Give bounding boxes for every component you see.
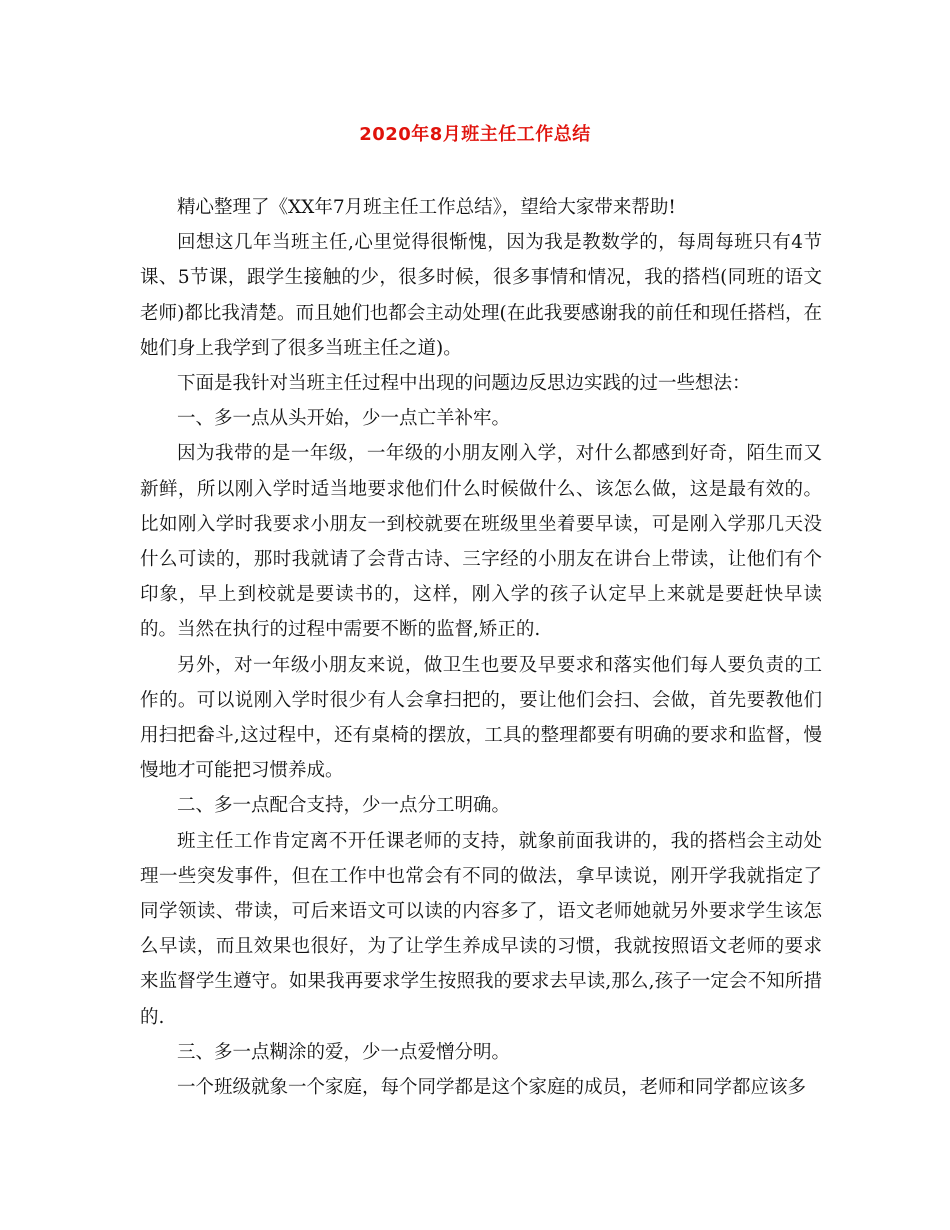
document-body: [140, 190, 822, 1105]
document-title: 2020年8月班主任工作总结: [359, 124, 591, 145]
paragraph: 另外，对一年级小朋友来说，做卫生也要及早要求和落实他们每人要负责的工作的。可以说刚入学时很少有人会拿扫把的，要让他们会扫、会做，首先要教他们用扫把畚斗,这过程中，还有桌椅的摆放，工具的整理都要有明确的要求和监督，慢慢地才可能把习惯养成。: [140, 654, 822, 782]
section-heading: 二、多一点配合支持，少一点分工明确。: [177, 795, 511, 817]
paragraph: 一个班级就象一个家庭，每个同学都是这个家庭的成员，老师和同学都应该多: [177, 1077, 807, 1099]
paragraph: 下面是我针对当班主任过程中出现的问题边反思边实践的过一些想法：: [177, 373, 751, 395]
paragraph: 因为我带的是一年级，一年级的小朋友刚入学，对什么都感到好奇，陌生而又新鲜，所以刚入学时适当地要求他们什么时候做什么、该怎么做，这是最有效的。比如刚入学时我要求小朋友一到校就要在班级里坐着要早读，可是刚入学那几天没什么可读的，那时我就请了会背古诗、三字经的小朋友在讲台上带读，让他们有个印象，早上到校就是要读书的，这样，刚入学的孩子认定早上来就是要赶快早读的。当然在执行的过程中需要不断的监督,矫正的.: [140, 443, 822, 641]
paragraph: 回想这几年当班主任,心里觉得很惭愧，因为我是教数学的，每周每班只有4节课、5节课，跟学生接触的少，很多时候，很多事情和情况，我的搭档(同班的语文老师)都比我清楚。而且她们也都会主动处理(在此我要感谢我的前任和现任搭档，在她们身上我学到了很多当班主任之道)。: [140, 232, 822, 359]
paragraph-intro: 精心整理了《XX年7月班主任工作总结》，望给大家带来帮助!: [177, 197, 676, 218]
section-heading: 一、多一点从头开始，少一点亡羊补牢。: [177, 408, 511, 430]
section-heading: 三、多一点糊涂的爱，少一点爱憎分明。: [177, 1041, 511, 1063]
paragraph: 班主任工作肯定离不开任课老师的支持，就象前面我讲的，我的搭档会主动处理一些突发事件，但在工作中也常会有不同的做法，拿早读说，刚开学我就指定了同学领读、带读，可后来语文可以读的内容多了，语文老师她就另外要求学生该怎么早读，而且效果也很好，为了让学生养成早读的习惯，我就按照语文老师的要求来监督学生遵守。如果我再要求学生按照我的要求去早读,那么,孩子一定会不知所措的.: [140, 830, 822, 1028]
